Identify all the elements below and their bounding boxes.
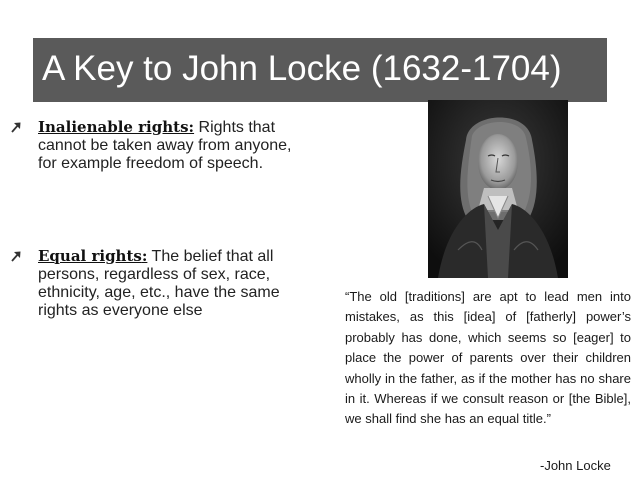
- locke-quote: “The old [traditions] are apt to lead men into mistakes, as this [idea] of [fatherly] power’s probably has done, which seems so [eager] to place the power of parents over their children wholly in the father, as if the mother has no share in it. Whereas if we consult reason or [the Bible], we shall find she has an equal title.”: [345, 289, 631, 427]
- bullet-text: Rights that cannot be taken away from anyone, for example freedom of speech.: [38, 119, 292, 172]
- john-locke-portrait: [428, 100, 568, 278]
- bullet-text: The belief that all persons, regardless of sex, race, ethnicity, age, etc., have the same rights as everyone else: [38, 248, 280, 319]
- title-bar: [33, 38, 607, 102]
- term-colon: :: [188, 118, 195, 136]
- bullet-term: Inalienable rights: [38, 118, 189, 136]
- arrow-up-right-icon: [10, 250, 22, 262]
- bullet-term: Equal rights: [38, 247, 142, 265]
- bullet-equal-rights: [10, 247, 295, 320]
- term-colon: :: [141, 247, 148, 265]
- portrait-illustration: [428, 100, 568, 278]
- bullet-inalienable-rights: [10, 118, 295, 173]
- quote-attribution: -John Locke: [540, 458, 611, 473]
- arrow-up-right-icon: [10, 121, 22, 133]
- slide-title: A Key to John Locke (1632-1704): [42, 49, 562, 88]
